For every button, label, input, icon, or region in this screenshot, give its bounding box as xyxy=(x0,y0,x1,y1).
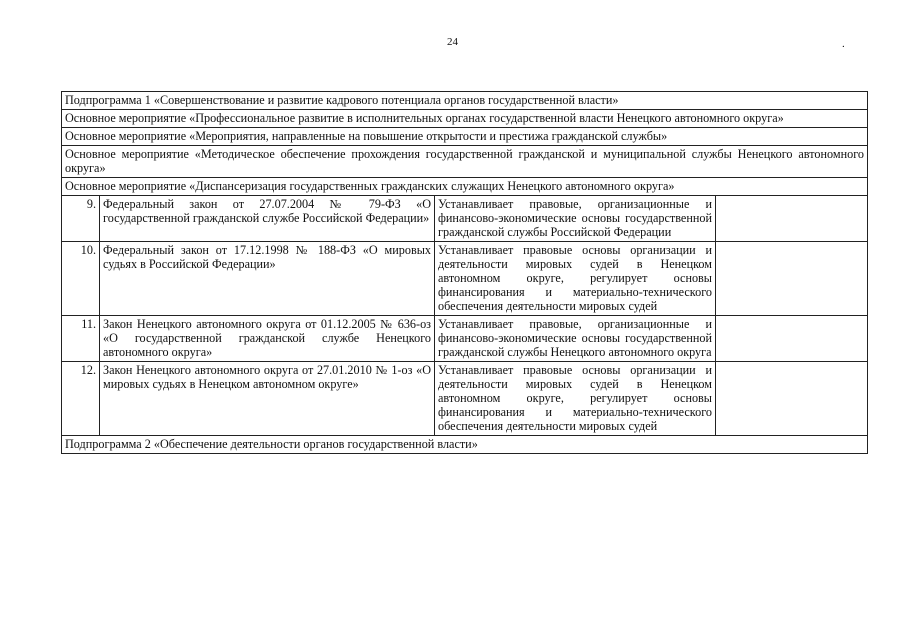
subprogram-1-title: Подпрограмма 1 «Совершенствование и развитие кадрового потенциала органов государственной власти» xyxy=(62,92,868,110)
table-row xyxy=(62,242,868,316)
law-description: Устанавливает правовые, организационные и финансово-экономические основы государственной гражданской службы Российской Федерации xyxy=(435,196,716,242)
table-row xyxy=(62,196,868,242)
law-name: Закон Ненецкого автономного округа от 01.12.2005 № 636-оз «О государственной гражданской службе Ненецкого автономного округа» xyxy=(100,316,435,362)
measure-row xyxy=(62,110,868,128)
law-description: Устанавливает правовые основы организации и деятельности мировых судей в Ненецком автономном округе, регулирует основы финансирования и материально-технического обеспечения деятельности мировых судей xyxy=(435,362,716,436)
law-description: Устанавливает правовые основы организации и деятельности мировых судей в Ненецком автономном округе, регулирует основы финансирования и материально-технического обеспечения деятельности мировых судей xyxy=(435,242,716,316)
table-row xyxy=(62,362,868,436)
subprogram-2-title: Подпрограмма 2 «Обеспечение деятельности органов государственной власти» xyxy=(62,436,868,454)
note-cell xyxy=(716,316,868,362)
measure-row xyxy=(62,128,868,146)
corner-mark: . xyxy=(842,38,845,50)
note-cell xyxy=(716,196,868,242)
legal-acts-table xyxy=(61,91,868,454)
measure-methodical-support: Основное мероприятие «Методическое обеспечение прохождения государственной гражданской и муниципальной службы Ненецкого автономного округа» xyxy=(62,146,868,178)
row-number: 9. xyxy=(62,196,100,242)
measure-row xyxy=(62,146,868,178)
measure-medical-examination: Основное мероприятие «Диспансеризация государственных гражданских служащих Ненецкого автономного округа» xyxy=(62,178,868,196)
measure-row xyxy=(62,178,868,196)
law-name: Закон Ненецкого автономного округа от 27.01.2010 № 1-оз «О мировых судьях в Ненецком автономном округе» xyxy=(100,362,435,436)
subprogram-2-row xyxy=(62,436,868,454)
measure-professional-development: Основное мероприятие «Профессиональное развитие в исполнительных органах государственной власти Ненецкого автономного округа» xyxy=(62,110,868,128)
row-number: 10. xyxy=(62,242,100,316)
law-description: Устанавливает правовые, организационные и финансово-экономические основы государственной гражданской службы Ненецкого автономного округа xyxy=(435,316,716,362)
row-number: 11. xyxy=(62,316,100,362)
note-cell xyxy=(716,242,868,316)
measure-openness-prestige: Основное мероприятие «Мероприятия, направленные на повышение открытости и престижа гражданской службы» xyxy=(62,128,868,146)
subprogram-1-row xyxy=(62,92,868,110)
law-name: Федеральный закон от 17.12.1998 № 188-ФЗ «О мировых судьях в Российской Федерации» xyxy=(100,242,435,316)
law-name: Федеральный закон от 27.07.2004 № 79-ФЗ «О государственной гражданской службе Российской Федерации» xyxy=(100,196,435,242)
table-row xyxy=(62,316,868,362)
row-number: 12. xyxy=(62,362,100,436)
page-number: 24 xyxy=(447,36,458,48)
note-cell xyxy=(716,362,868,436)
